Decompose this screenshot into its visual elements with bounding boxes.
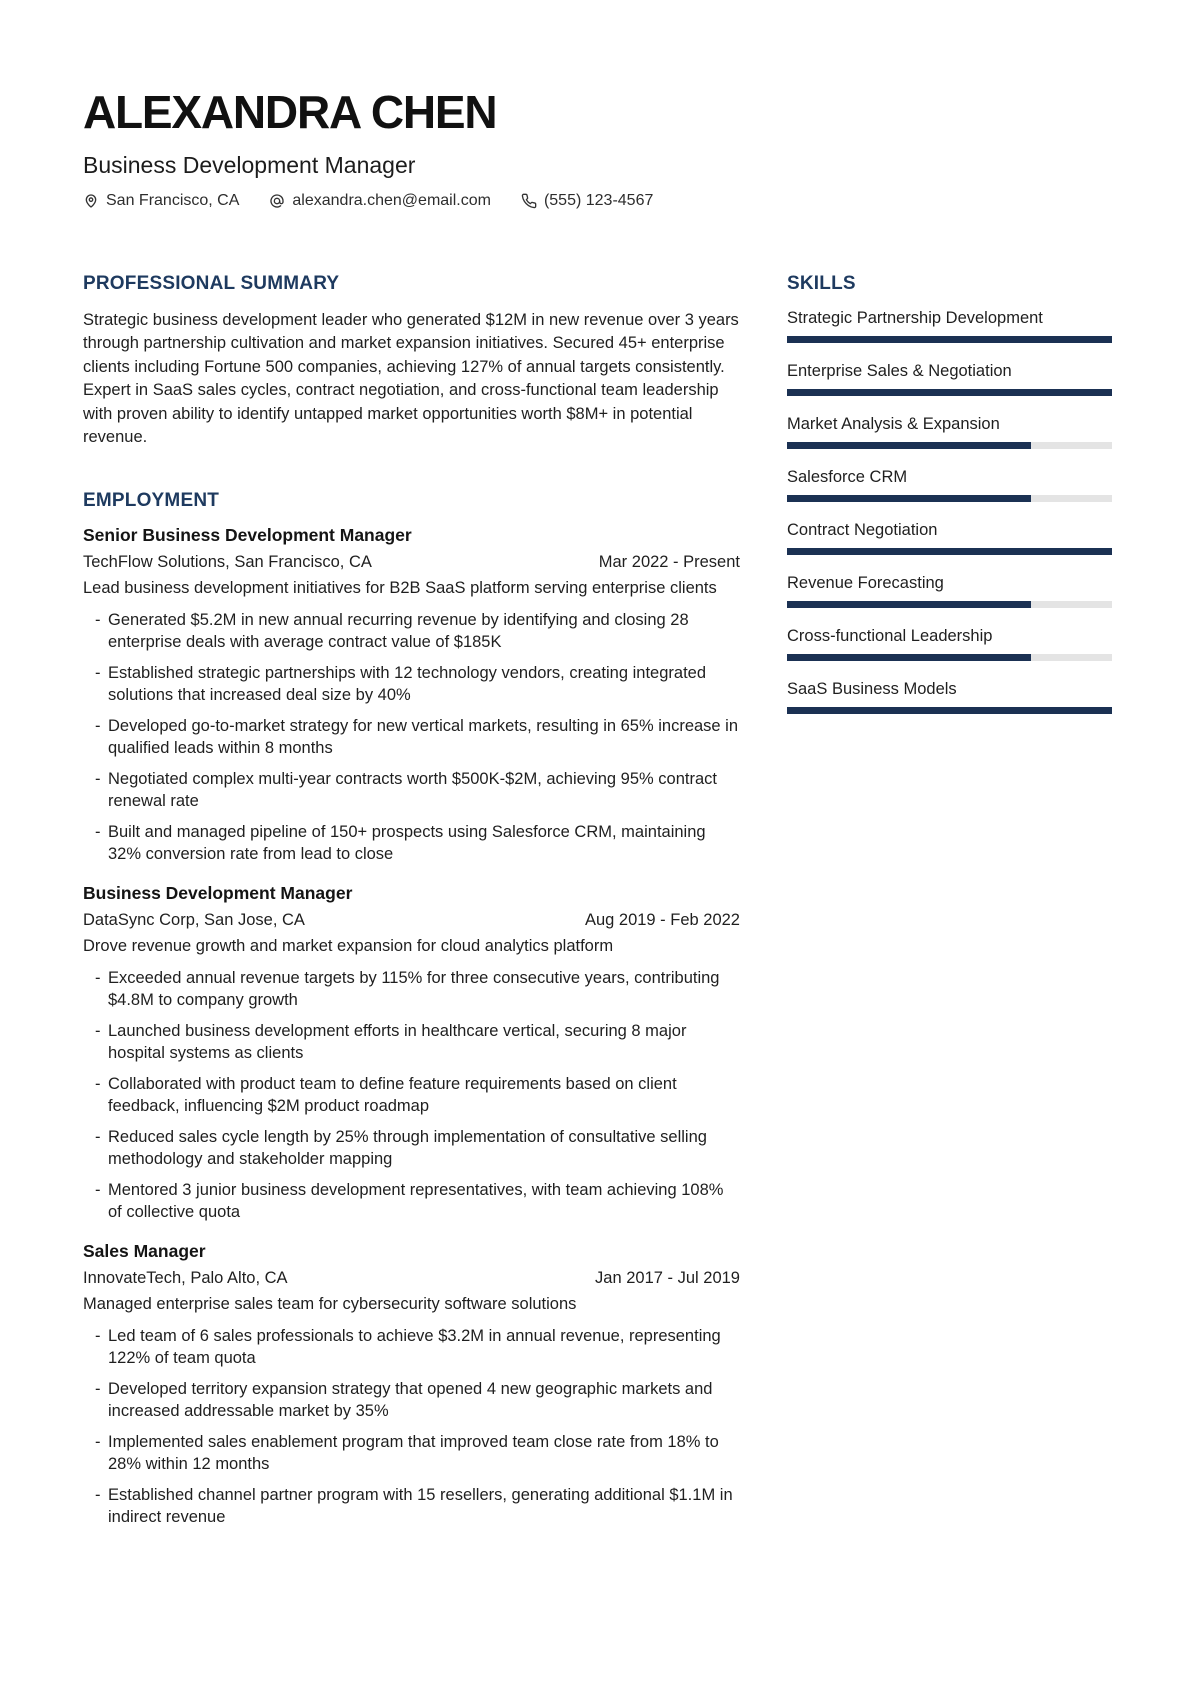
job-bullet: - Negotiated complex multi-year contracts worth $500K-$2M, achieving 95% contract renewal rate bbox=[83, 768, 740, 812]
job-bullet: - Developed go-to-market strategy for new vertical markets, resulting in 65% increase in qualified leads within 8 months bbox=[83, 715, 740, 759]
person-job-title: Business Development Manager bbox=[83, 151, 416, 178]
skill-bar-track bbox=[787, 442, 1112, 449]
skill-bar-track bbox=[787, 707, 1112, 714]
skill-item bbox=[787, 574, 1112, 608]
skill-bar-fill bbox=[787, 389, 1112, 396]
skill-label: Strategic Partnership Development bbox=[787, 309, 1043, 328]
phone-icon bbox=[521, 193, 537, 209]
job-company: TechFlow Solutions, San Francisco, CA bbox=[83, 553, 372, 572]
employment-heading: EMPLOYMENT bbox=[83, 490, 220, 512]
skill-item bbox=[787, 521, 1112, 555]
job-summary: Drove revenue growth and market expansion for cloud analytics platform bbox=[83, 937, 614, 956]
section-skills bbox=[787, 272, 1112, 714]
summary-heading: PROFESSIONAL SUMMARY bbox=[83, 273, 340, 295]
skill-label: Salesforce CRM bbox=[787, 468, 908, 487]
job-dates: Mar 2022 - Present bbox=[598, 553, 740, 572]
skill-bar-fill bbox=[787, 654, 1031, 661]
contact-phone bbox=[521, 192, 653, 210]
skill-label: Revenue Forecasting bbox=[787, 574, 944, 593]
skill-item bbox=[787, 680, 1112, 714]
summary-text: Strategic business development leader who generated $12M in new revenue over 3 years through partnership cultivation and market expansion initiatives. Secured 45+ enterprise clients including Fortune 500 companies, achieving 127% of annual targets consistently. Expert in SaaS sales cycles, contract negotiation, and cross-functional team leadership with proven ability to identify untapped market opportunities worth $8M+ in potential revenue. bbox=[83, 311, 739, 447]
skill-item bbox=[787, 309, 1112, 343]
job-bullet: - Collaborated with product team to define feature requirements based on client feedback, influencing $2M product roadmap bbox=[83, 1073, 740, 1117]
job-meta-row bbox=[83, 1267, 740, 1290]
skill-label: SaaS Business Models bbox=[787, 680, 957, 699]
skill-bar-fill bbox=[787, 336, 1112, 343]
job-bullet: - Generated $5.2M in new annual recurring revenue by identifying and closing 28 enterprise deals with average contract value of $185K bbox=[83, 609, 740, 653]
skill-item bbox=[787, 468, 1112, 502]
section-employment bbox=[83, 489, 740, 1528]
job-bullet: - Implemented sales enablement program that improved team close rate from 18% to 28% within 12 months bbox=[83, 1431, 740, 1475]
job-bullet: - Led team of 6 sales professionals to achieve $3.2M in annual revenue, representing 122% of team quota bbox=[83, 1325, 740, 1369]
job-bullet: - Established channel partner program with 15 resellers, generating additional $1.1M in indirect revenue bbox=[83, 1484, 740, 1528]
job-bullet: - Mentored 3 junior business development representatives, with team achieving 108% of collective quota bbox=[83, 1179, 740, 1223]
job-bullet: - Reduced sales cycle length by 25% through implementation of consultative selling methodology and stakeholder mapping bbox=[83, 1126, 740, 1170]
job-entry bbox=[83, 524, 740, 865]
skill-label: Cross-functional Leadership bbox=[787, 627, 993, 646]
skill-bar-track bbox=[787, 601, 1112, 608]
skill-item bbox=[787, 415, 1112, 449]
skill-label: Market Analysis & Expansion bbox=[787, 415, 1000, 434]
job-company: InnovateTech, Palo Alto, CA bbox=[83, 1269, 288, 1288]
job-bullet: - Built and managed pipeline of 150+ prospects using Salesforce CRM, maintaining 32% conversion rate from lead to close bbox=[83, 821, 740, 865]
job-bullet: - Launched business development efforts in healthcare vertical, securing 8 major hospital systems as clients bbox=[83, 1020, 740, 1064]
skill-bar-track bbox=[787, 548, 1112, 555]
job-bullet: - Developed territory expansion strategy that opened 4 new geographic markets and increased addressable market by 35% bbox=[83, 1378, 740, 1422]
job-title: Business Development Manager bbox=[83, 883, 353, 904]
job-bullet: - Established strategic partnerships with 12 technology vendors, creating integrated solutions that increased deal size by 40% bbox=[83, 662, 740, 706]
job-bullets bbox=[83, 1325, 740, 1528]
job-bullet: - Exceeded annual revenue targets by 115% for three consecutive years, contributing $4.8M to company growth bbox=[83, 967, 740, 1011]
contact-row bbox=[83, 192, 1112, 210]
contact-email bbox=[269, 192, 491, 210]
skill-bar-track bbox=[787, 654, 1112, 661]
location-pin-icon bbox=[83, 193, 99, 209]
job-summary: Lead business development initiatives for B2B SaaS platform serving enterprise clients bbox=[83, 579, 717, 598]
job-summary: Managed enterprise sales team for cybersecurity software solutions bbox=[83, 1295, 577, 1314]
job-bullets bbox=[83, 609, 740, 865]
contact-location bbox=[83, 192, 239, 210]
job-bullets bbox=[83, 967, 740, 1223]
skill-label: Contract Negotiation bbox=[787, 521, 938, 540]
section-professional-summary bbox=[83, 272, 740, 449]
skill-list bbox=[787, 309, 1112, 714]
skill-bar-track bbox=[787, 389, 1112, 396]
contact-email-text: alexandra.chen@email.com bbox=[292, 192, 491, 210]
skill-label: Enterprise Sales & Negotiation bbox=[787, 362, 1012, 381]
contact-location-text: San Francisco, CA bbox=[106, 192, 240, 210]
skills-heading: SKILLS bbox=[787, 273, 856, 295]
job-entry bbox=[83, 882, 740, 1223]
skill-bar-fill bbox=[787, 548, 1112, 555]
main-column bbox=[83, 272, 740, 1537]
skill-bar-track bbox=[787, 336, 1112, 343]
content-columns bbox=[83, 272, 1112, 1537]
job-dates: Aug 2019 - Feb 2022 bbox=[584, 911, 740, 930]
person-name: ALEXANDRA CHEN bbox=[83, 86, 497, 138]
job-dates: Jan 2017 - Jul 2019 bbox=[595, 1269, 740, 1288]
job-title: Sales Manager bbox=[83, 1241, 206, 1262]
skill-bar-fill bbox=[787, 442, 1031, 449]
skill-bar-fill bbox=[787, 707, 1112, 714]
contact-phone-text: (555) 123-4567 bbox=[543, 192, 654, 210]
skill-item bbox=[787, 362, 1112, 396]
job-company: DataSync Corp, San Jose, CA bbox=[83, 911, 305, 930]
skill-bar-track bbox=[787, 495, 1112, 502]
job-list bbox=[83, 524, 740, 1528]
skill-item bbox=[787, 627, 1112, 661]
resume-header bbox=[83, 88, 1112, 210]
job-meta-row bbox=[83, 551, 740, 574]
skill-bar-fill bbox=[787, 495, 1031, 502]
job-title: Senior Business Development Manager bbox=[83, 525, 412, 546]
sidebar-column bbox=[787, 272, 1112, 1537]
at-sign-icon bbox=[269, 193, 285, 209]
job-entry bbox=[83, 1240, 740, 1528]
job-meta-row bbox=[83, 909, 740, 932]
skill-bar-fill bbox=[787, 601, 1031, 608]
